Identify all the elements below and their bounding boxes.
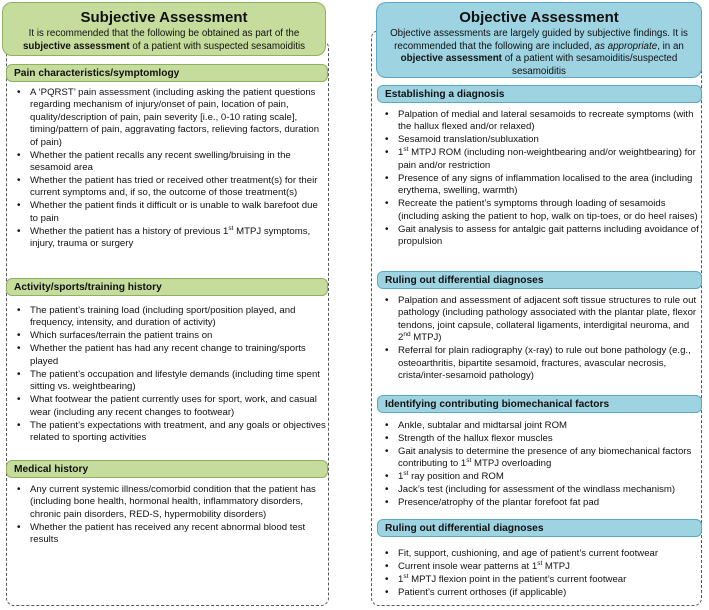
list-item: • Strength of the hallux flexor muscles (398, 433, 700, 445)
list-item: • Jack’s test (including for assessment of the windlass mechanism) (398, 484, 700, 496)
list-item: • Fit, support, cushioning, and age of patient’s current footwear (398, 548, 700, 560)
list-item: • Whether the patient finds it difficult or is unable to walk barefoot due to pain (30, 200, 328, 225)
section-heading-differential-2: Ruling out differential diagnoses (377, 519, 702, 537)
section-heading-activity: Activity/sports/training history (6, 278, 328, 296)
list-item: • Presence of any signs of inflammation localised to the area (including erythema, swelling, warmth) (398, 173, 700, 198)
section-heading-pain: Pain characteristics/symptomlogy (6, 64, 328, 82)
section-heading-medical: Medical history (6, 460, 328, 478)
list-item: • Palpation of medial and lateral sesamoids to recreate symptoms (with the hallux flexed and/or relaxed) (398, 109, 700, 134)
list-item: • Referral for plain radiography (x-ray) to rule out bone pathology (e.g., osteoarthritis, bipartite sesamoid, fractures, avascular necrosis, crista/inter-sesamoid pathology) (398, 345, 700, 382)
list-item: • Whether the patient has a history of previous 1st MTPJ symptoms, injury, trauma or surgery (30, 226, 328, 251)
objective-assessment-intro: Objective assessments are largely guided by subjective findings. It is recommended that the following are included, as appropriate, in an objective assessment of a patient with sesamoiditis/suspected sesamoiditis (390, 28, 688, 77)
list-item: • 1st ray position and ROM (398, 471, 700, 483)
list-item: • Which surfaces/terrain the patient trains on (30, 330, 328, 342)
list-biomechanical (378, 420, 700, 510)
list-item: • Whether the patient has tried or received other treatment(s) for their current symptoms and, if so, the outcome of those treatment(s) (30, 175, 328, 200)
list-item: • What footwear the patient currently uses for sport, work, and casual wear (including any recent changes to footwear) (30, 394, 328, 419)
section-heading-differential-1: Ruling out differential diagnoses (377, 271, 702, 289)
list-item: • Whether the patient has received any recent abnormal blood test results (30, 522, 328, 547)
list-item: • Patient’s current orthoses (if applicable) (398, 587, 700, 599)
list-item: • Whether the patient recalls any recent swelling/bruising in the sesamoid area (30, 150, 328, 175)
list-item: • Presence/atrophy of the plantar forefoot fat pad (398, 497, 700, 509)
section-heading-biomechanical: Identifying contributing biomechanical factors (377, 395, 702, 413)
subjective-assessment-title: Subjective Assessment (80, 9, 248, 26)
list-medical (10, 484, 328, 547)
list-item: • Palpation and assessment of adjacent soft tissue structures to rule out pathology (including pathology associated with the plantar plate, flexor tendons, joint capsule, collateral ligaments, interdigital neuroma, and 2nd MTPJ) (398, 295, 700, 345)
list-item: • The patient’s occupation and lifestyle demands (including time spent sitting vs. weightbearing) (30, 369, 328, 394)
list-differential-1 (378, 295, 700, 383)
objective-assessment-header (376, 2, 702, 78)
list-item: • 1st MPTJ flexion point in the patient’s current footwear (398, 574, 700, 586)
list-item: • Gait analysis to determine the presence of any biomechanical factors contributing to 1st MTPJ overloading (398, 446, 700, 471)
list-diagnosis (378, 109, 700, 249)
list-item: • Recreate the patient’s symptoms through loading of sesamoids (including asking the patient to hop, walk on tip-toes, or do heel raises) (398, 198, 700, 223)
list-item: • The patient’s expectations with treatment, and any goals or objectives related to sporting activities (30, 420, 328, 445)
list-item: • Current insole wear patterns at 1st MTPJ (398, 561, 700, 573)
list-item: • Any current systemic illness/comorbid condition that the patient has (including bone health, hormonal health, inflammatory disorders, chronic pain disorders, RED-S, hypermobility disorders) (30, 484, 328, 521)
subjective-assessment-header (2, 2, 326, 56)
list-activity (10, 305, 328, 445)
list-item: • The patient’s training load (including sport/position played, and frequency, intensity, and duration of activity) (30, 305, 328, 330)
section-heading-diagnosis: Establishing a diagnosis (377, 85, 702, 103)
list-pain (10, 87, 328, 251)
objective-assessment-title: Objective Assessment (459, 9, 619, 26)
list-item: • Ankle, subtalar and midtarsal joint ROM (398, 420, 700, 432)
list-differential-2 (378, 548, 700, 600)
list-item: • Sesamoid translation/subluxation (398, 134, 700, 146)
list-item: • 1st MTPJ ROM (including non-weightbearing and/or weightbearing) for pain and/or restriction (398, 147, 700, 172)
list-item: • A ‘PQRST’ pain assessment (including asking the patient questions regarding mechanism of injury/onset of pain, location of pain, quality/description of pain, pain severity [i.e., 0-10 rating scale], timing/pattern of pain, aggravating factors, relieving factors, duration of pain) (30, 87, 328, 149)
list-item: • Whether the patient has had any recent change to training/sports played (30, 343, 328, 368)
subjective-assessment-intro: It is recommended that the following be obtained as part of the subjective assessment of a patient with suspected sesamoiditis (22, 28, 306, 52)
list-item: • Gait analysis to assess for antalgic gait patterns including avoidance of propulsion (398, 224, 700, 249)
